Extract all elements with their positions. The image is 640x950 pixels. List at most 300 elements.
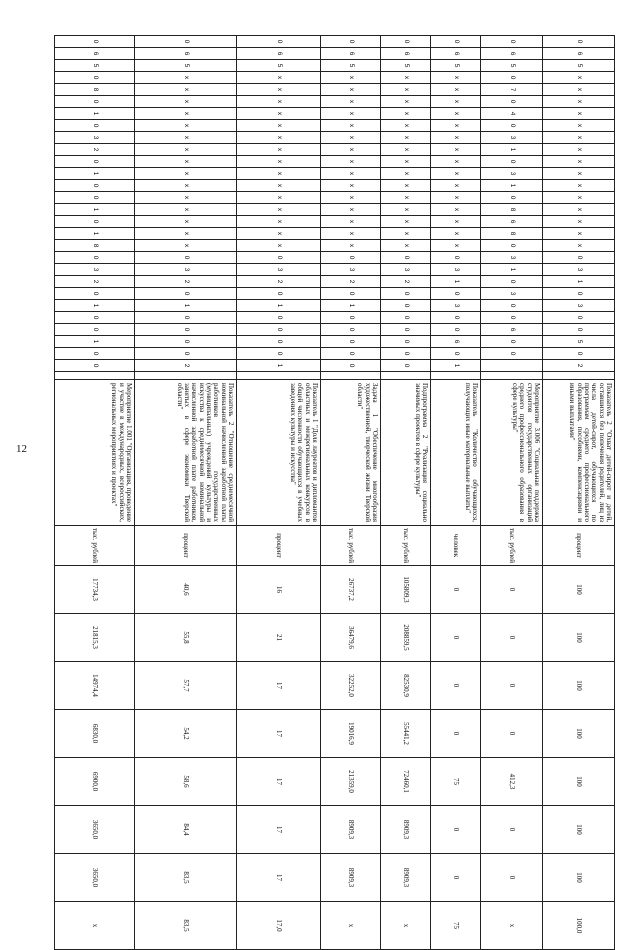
spacer-cell	[237, 372, 321, 380]
code-cell: 1	[135, 300, 237, 312]
table-row	[135, 36, 237, 950]
value-cell: 84,4	[135, 806, 237, 854]
code-cell: x	[135, 120, 237, 132]
table-row	[55, 36, 135, 950]
value-cell: 17,0	[237, 902, 321, 950]
value-cell: 0	[481, 854, 543, 902]
code-cell: 0	[135, 324, 237, 336]
code-cell: 1	[431, 360, 481, 372]
code-cell: x	[431, 168, 481, 180]
table-row	[237, 36, 321, 950]
code-cell: x	[431, 96, 481, 108]
indicator-name: Подпрограмма 2 "Реализация социально значимых проектов в сфере культуры"	[381, 380, 431, 526]
value-cell: 16	[237, 566, 321, 614]
code-cell: x	[321, 180, 381, 192]
value-cell: 17	[237, 662, 321, 710]
code-cell: 0	[321, 288, 381, 300]
code-cell: x	[321, 168, 381, 180]
value-cell: 105809,3	[381, 566, 431, 614]
code-cell: 1	[237, 360, 321, 372]
value-cell: 21	[237, 614, 321, 662]
code-cell: 1	[55, 204, 135, 216]
value-cell: 72460,1	[381, 758, 431, 806]
code-cell: 0	[237, 36, 321, 48]
value-cell: 82530,9	[381, 662, 431, 710]
code-cell: 0	[431, 312, 481, 324]
code-cell: x	[381, 228, 431, 240]
code-cell: 0	[381, 336, 431, 348]
code-cell: x	[237, 108, 321, 120]
unit-cell: процент	[135, 526, 237, 566]
code-cell: x	[431, 84, 481, 96]
value-cell: 17	[237, 710, 321, 758]
code-cell: x	[237, 228, 321, 240]
code-cell: 0	[381, 360, 431, 372]
code-cell: 0	[381, 36, 431, 48]
code-cell: 1	[481, 144, 543, 156]
value-cell: 100	[543, 854, 615, 902]
code-cell: 0	[431, 36, 481, 48]
code-cell: x	[237, 120, 321, 132]
code-cell: 0	[481, 156, 543, 168]
value-cell: 75	[431, 902, 481, 950]
code-cell: 0	[135, 336, 237, 348]
code-cell: 0	[135, 252, 237, 264]
code-cell: x	[237, 168, 321, 180]
value-cell: 3650,0	[55, 806, 135, 854]
value-cell: x	[321, 902, 381, 950]
code-cell: 5	[135, 60, 237, 72]
code-cell: 3	[481, 168, 543, 180]
code-cell: 0	[481, 96, 543, 108]
code-cell: x	[431, 156, 481, 168]
spacer-cell	[543, 372, 615, 380]
value-cell: 83,5	[135, 854, 237, 902]
program-table	[54, 35, 615, 950]
code-cell: 7	[481, 84, 543, 96]
code-cell: 6	[237, 48, 321, 60]
code-cell: 6	[543, 48, 615, 60]
code-cell: x	[543, 84, 615, 96]
value-cell: 100	[543, 662, 615, 710]
code-cell: 0	[543, 36, 615, 48]
value-cell: 17	[237, 806, 321, 854]
code-cell: x	[321, 192, 381, 204]
code-cell: 1	[55, 228, 135, 240]
value-cell: 17734,3	[55, 566, 135, 614]
code-cell: x	[135, 168, 237, 180]
value-cell: 0	[481, 614, 543, 662]
table-row	[321, 36, 381, 950]
code-cell: x	[135, 204, 237, 216]
code-cell: 6	[55, 48, 135, 60]
code-cell: 0	[55, 348, 135, 360]
value-cell: 8909,3	[381, 854, 431, 902]
code-cell: 0	[481, 336, 543, 348]
code-cell: 0	[381, 312, 431, 324]
code-cell: 1	[481, 180, 543, 192]
code-cell: x	[381, 204, 431, 216]
code-cell: 6	[135, 48, 237, 60]
spacer-cell	[431, 372, 481, 380]
code-cell: 2	[381, 276, 431, 288]
code-cell: x	[543, 120, 615, 132]
code-cell: x	[543, 192, 615, 204]
value-cell: 55441,2	[381, 710, 431, 758]
code-cell: 2	[135, 276, 237, 288]
code-cell: x	[237, 132, 321, 144]
value-cell: 0	[481, 662, 543, 710]
code-cell: 0	[321, 324, 381, 336]
code-cell: 3	[481, 288, 543, 300]
code-cell: 0	[135, 312, 237, 324]
code-cell: 3	[135, 264, 237, 276]
unit-cell: тыс. рублей	[55, 526, 135, 566]
code-cell: x	[381, 216, 431, 228]
code-cell: 0	[55, 192, 135, 204]
value-cell: 8909,3	[381, 806, 431, 854]
code-cell: x	[321, 72, 381, 84]
code-cell: 0	[321, 36, 381, 48]
page-number: 12	[16, 443, 27, 455]
code-cell: x	[135, 156, 237, 168]
code-cell: x	[381, 168, 431, 180]
code-cell: 0	[135, 36, 237, 48]
code-cell: 3	[237, 264, 321, 276]
value-cell: 100	[543, 566, 615, 614]
value-cell: 21815,3	[55, 614, 135, 662]
code-cell: 0	[431, 252, 481, 264]
code-cell: 8	[55, 240, 135, 252]
code-cell: x	[543, 180, 615, 192]
code-cell: x	[431, 192, 481, 204]
code-cell: x	[135, 96, 237, 108]
code-cell: x	[237, 144, 321, 156]
code-cell: x	[135, 84, 237, 96]
code-cell: 6	[481, 48, 543, 60]
code-cell: 0	[481, 348, 543, 360]
code-cell: 8	[55, 84, 135, 96]
unit-cell: процент	[237, 526, 321, 566]
spacer-cell	[381, 372, 431, 380]
code-cell: 1	[55, 336, 135, 348]
value-cell: 100	[543, 614, 615, 662]
value-cell: 8909,3	[321, 854, 381, 902]
code-cell: 5	[543, 336, 615, 348]
code-cell: x	[381, 156, 431, 168]
code-cell: x	[135, 132, 237, 144]
code-cell: x	[237, 204, 321, 216]
value-cell: 100	[543, 758, 615, 806]
code-cell: 0	[321, 348, 381, 360]
code-cell: x	[381, 144, 431, 156]
value-cell: 0	[431, 806, 481, 854]
code-cell: x	[135, 144, 237, 156]
code-cell: x	[381, 192, 431, 204]
value-cell: 0	[431, 566, 481, 614]
indicator-name: Задача 1 "Обеспечение многообразия художественной, творческой жизни Тверской области"	[321, 380, 381, 526]
unit-cell: человек	[431, 526, 481, 566]
code-cell: x	[543, 96, 615, 108]
value-cell: 412,3	[481, 758, 543, 806]
code-cell: 0	[543, 312, 615, 324]
unit-cell: тыс. рублей	[321, 526, 381, 566]
code-cell: x	[543, 228, 615, 240]
table-row	[431, 36, 481, 950]
value-cell: 100,0	[543, 902, 615, 950]
indicator-name: Мероприятие 1.001 "Организация, проведение и участие в международных, всероссийских, региональных мероприятиях и проектах"	[55, 380, 135, 526]
code-cell: x	[381, 108, 431, 120]
code-cell: x	[135, 228, 237, 240]
code-cell: x	[431, 240, 481, 252]
code-cell: x	[237, 156, 321, 168]
value-cell: 0	[431, 854, 481, 902]
code-cell: 3	[55, 132, 135, 144]
code-cell: 3	[543, 300, 615, 312]
code-cell: 0	[481, 36, 543, 48]
code-cell: 0	[237, 336, 321, 348]
value-cell: 26737,2	[321, 566, 381, 614]
code-cell: x	[237, 192, 321, 204]
code-cell: 0	[55, 360, 135, 372]
table-row	[543, 36, 615, 950]
spacer-cell	[481, 372, 543, 380]
code-cell	[481, 360, 543, 372]
code-cell: x	[543, 204, 615, 216]
code-cell: x	[321, 144, 381, 156]
code-cell: 0	[381, 324, 431, 336]
code-cell: 0	[55, 96, 135, 108]
rotated-table-wrapper	[55, 35, 615, 934]
value-cell: 0	[481, 710, 543, 758]
value-cell: 0	[431, 710, 481, 758]
code-cell: 1	[543, 276, 615, 288]
code-cell: 0	[321, 336, 381, 348]
code-cell: 1	[55, 168, 135, 180]
value-cell: 32252,0	[321, 662, 381, 710]
code-cell: x	[135, 108, 237, 120]
code-cell: x	[321, 156, 381, 168]
code-cell: 8	[481, 204, 543, 216]
indicator-name: Мероприятие 3.006 "Социальная поддержка студентов государственных организаций среднего профессионального образования в сфере культуры"	[481, 380, 543, 526]
code-cell: x	[543, 132, 615, 144]
code-cell: x	[321, 204, 381, 216]
indicator-name: Показатель 2 "Охват детей-сирот и детей, оставшихся без попечения родителей, лиц из числа детей-сирот, обучающихся по программам среднего профессионального образования, пособиями, компенсациями и иными выплатами"	[543, 380, 615, 526]
code-cell: 2	[237, 276, 321, 288]
code-cell: 0	[55, 324, 135, 336]
code-cell: 0	[431, 288, 481, 300]
code-cell: 0	[55, 288, 135, 300]
code-cell: x	[237, 216, 321, 228]
code-cell: 0	[381, 348, 431, 360]
code-cell: x	[381, 180, 431, 192]
code-cell: 0	[135, 348, 237, 360]
value-cell: 208859,5	[381, 614, 431, 662]
code-cell: 0	[55, 156, 135, 168]
value-cell: 100	[543, 806, 615, 854]
code-cell: x	[431, 120, 481, 132]
code-cell: x	[431, 144, 481, 156]
code-cell: x	[321, 216, 381, 228]
code-cell: 0	[135, 288, 237, 300]
code-cell: 5	[481, 60, 543, 72]
value-cell: 17	[237, 758, 321, 806]
code-cell: x	[381, 120, 431, 132]
code-cell: x	[543, 144, 615, 156]
code-cell: x	[543, 72, 615, 84]
code-cell: 5	[431, 60, 481, 72]
code-cell: 6	[431, 336, 481, 348]
code-cell: 1	[481, 264, 543, 276]
code-cell: 8	[481, 228, 543, 240]
code-cell: 5	[543, 60, 615, 72]
code-cell: x	[321, 108, 381, 120]
code-cell: x	[321, 132, 381, 144]
code-cell: 0	[543, 252, 615, 264]
code-cell: 0	[481, 312, 543, 324]
code-cell: 0	[381, 252, 431, 264]
code-cell: 0	[481, 72, 543, 84]
code-cell: x	[431, 228, 481, 240]
value-cell: 0	[431, 614, 481, 662]
code-cell: x	[381, 240, 431, 252]
code-cell: 6	[481, 216, 543, 228]
value-cell: 0	[431, 662, 481, 710]
code-cell: 6	[431, 48, 481, 60]
code-cell: x	[381, 132, 431, 144]
code-cell: x	[431, 204, 481, 216]
value-cell: 54,2	[135, 710, 237, 758]
code-cell: x	[135, 216, 237, 228]
unit-cell: тыс. рублей	[381, 526, 431, 566]
code-cell: 0	[55, 72, 135, 84]
code-cell: 1	[55, 300, 135, 312]
code-cell: 0	[55, 180, 135, 192]
code-cell: x	[431, 132, 481, 144]
code-cell: 2	[135, 360, 237, 372]
code-cell: x	[543, 108, 615, 120]
code-cell: x	[237, 72, 321, 84]
value-cell: 0	[481, 806, 543, 854]
code-cell: x	[381, 72, 431, 84]
table-row	[481, 36, 543, 950]
code-cell: 2	[321, 276, 381, 288]
value-cell: 83,5	[135, 902, 237, 950]
code-cell: 0	[55, 216, 135, 228]
code-cell: x	[135, 240, 237, 252]
code-cell: 0	[321, 312, 381, 324]
indicator-name: Показатель 1 "Доля лауреатов и дипломантов областных и межрегиональных конкурсов в общей численности обучающихся в учебных заведениях культуры и искусства"	[237, 380, 321, 526]
code-cell: x	[321, 96, 381, 108]
code-cell: 5	[237, 60, 321, 72]
code-cell: x	[237, 180, 321, 192]
code-cell: 0	[481, 120, 543, 132]
code-cell: x	[237, 84, 321, 96]
value-cell: 57,7	[135, 662, 237, 710]
value-cell: 55,8	[135, 614, 237, 662]
code-cell: 1	[431, 276, 481, 288]
value-cell: 17	[237, 854, 321, 902]
code-cell: 0	[381, 300, 431, 312]
value-cell: x	[381, 902, 431, 950]
spacer-cell	[55, 372, 135, 380]
code-cell: 5	[321, 60, 381, 72]
code-cell: x	[237, 96, 321, 108]
code-cell: 0	[237, 312, 321, 324]
code-cell: 2	[543, 360, 615, 372]
code-cell: 0	[381, 288, 431, 300]
code-cell: x	[543, 168, 615, 180]
code-cell: 0	[237, 252, 321, 264]
code-cell: 0	[543, 288, 615, 300]
code-cell: x	[381, 84, 431, 96]
code-cell: 4	[481, 108, 543, 120]
code-cell: x	[381, 96, 431, 108]
code-cell: 0	[431, 348, 481, 360]
code-cell: x	[431, 72, 481, 84]
code-cell: 3	[543, 264, 615, 276]
code-cell: 0	[481, 300, 543, 312]
value-cell: x	[55, 902, 135, 950]
code-cell: 3	[381, 264, 431, 276]
code-cell: x	[543, 216, 615, 228]
spacer-cell	[135, 372, 237, 380]
code-cell: 3	[481, 252, 543, 264]
code-cell: 0	[431, 324, 481, 336]
value-cell: x	[481, 902, 543, 950]
unit-cell: процент	[543, 526, 615, 566]
code-cell: 1	[237, 300, 321, 312]
code-cell: x	[237, 240, 321, 252]
code-cell: x	[135, 180, 237, 192]
value-cell: 58,6	[135, 758, 237, 806]
code-cell: 0	[481, 240, 543, 252]
table-row	[381, 36, 431, 950]
indicator-name: Показатель "Количество обучающихся, получающих иные материальные выплаты"	[431, 380, 481, 526]
code-cell: 2	[55, 276, 135, 288]
code-cell: 3	[55, 264, 135, 276]
code-cell: x	[321, 84, 381, 96]
code-cell: 0	[543, 348, 615, 360]
code-cell: 0	[55, 252, 135, 264]
code-cell: x	[431, 180, 481, 192]
value-cell: 6900,0	[55, 758, 135, 806]
code-cell: 0	[321, 360, 381, 372]
code-cell: 6	[321, 48, 381, 60]
code-cell: 6	[381, 48, 431, 60]
code-cell: 0	[481, 276, 543, 288]
code-cell: x	[431, 108, 481, 120]
code-cell: x	[135, 72, 237, 84]
code-cell: 0	[481, 192, 543, 204]
code-cell: x	[543, 240, 615, 252]
value-cell: 3650,0	[55, 854, 135, 902]
code-cell: 0	[237, 324, 321, 336]
code-cell: x	[321, 240, 381, 252]
code-cell: 6	[481, 324, 543, 336]
code-cell: 1	[55, 108, 135, 120]
code-cell: 3	[481, 132, 543, 144]
indicator-name: Показатель 2 "Отношение среднемесячной номинальной начисленной заработной платы работников государственных (муниципальных) учреждений культуры и искусства к среднемесячной номинальной начисленной заработной плате работников, занятых в сфере экономики Тверской области"	[135, 380, 237, 526]
code-cell: 0	[55, 312, 135, 324]
code-cell: x	[431, 216, 481, 228]
code-cell: 0	[55, 36, 135, 48]
value-cell: 6830,0	[55, 710, 135, 758]
code-cell: 0	[55, 120, 135, 132]
value-cell: 75	[431, 758, 481, 806]
code-cell: 5	[381, 60, 431, 72]
value-cell: 100	[543, 710, 615, 758]
